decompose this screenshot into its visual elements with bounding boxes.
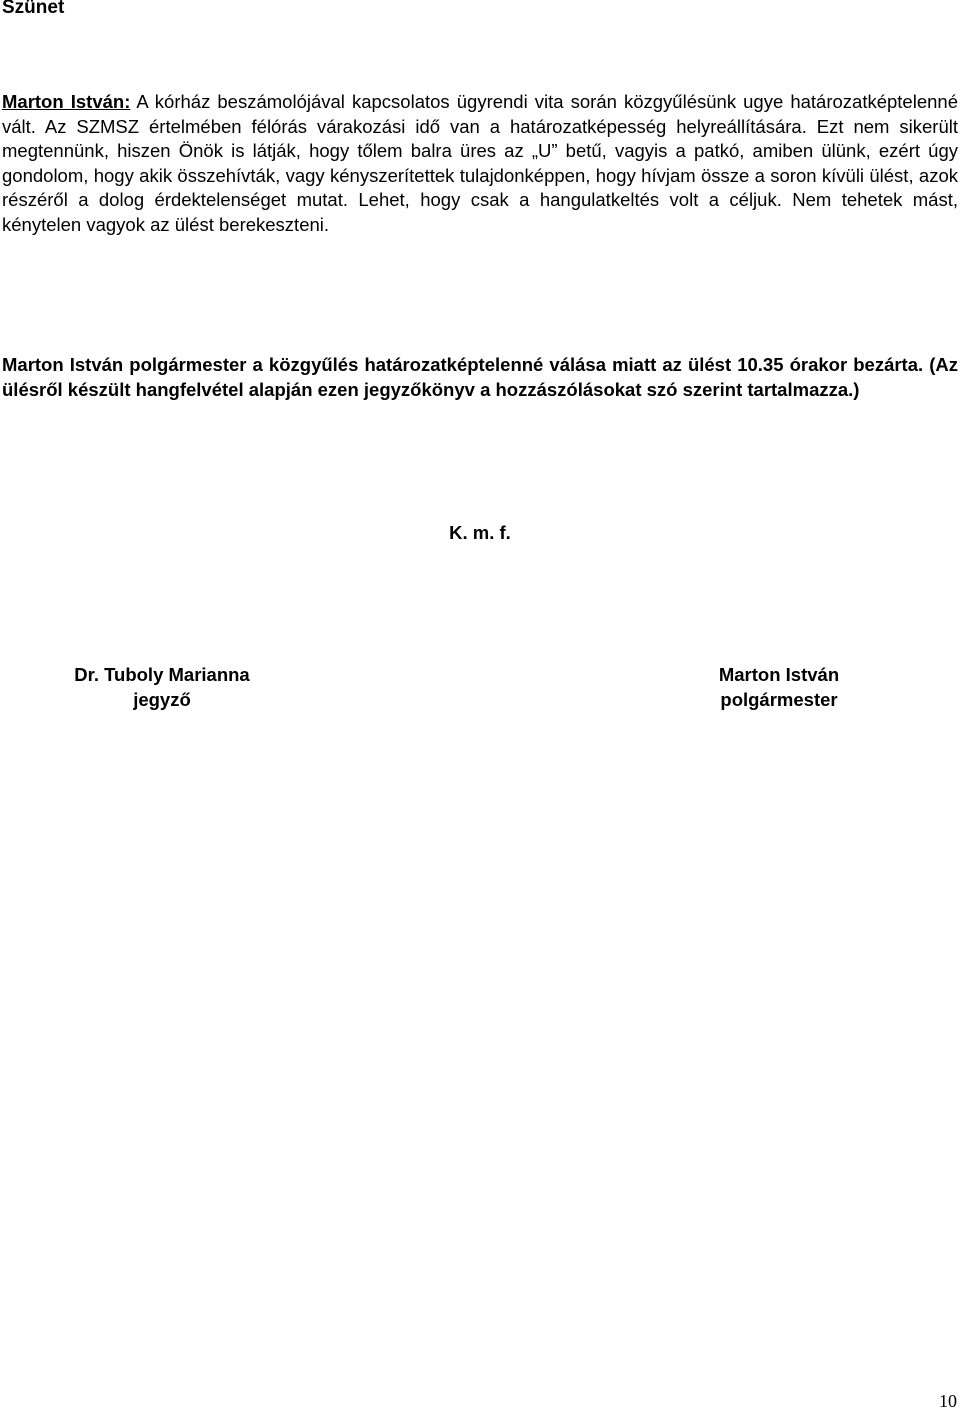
closing-statement: Marton István polgármester a közgyűlés határozatképtelenné válása miatt az ülést 10.35 órakor bezárta. (Az ülésről készült hangfelvétel alapján ezen jegyzőkönyv a hozzászólásokat szó szerint tartalmazza.)	[2, 354, 958, 400]
signer-name: Marton István	[718, 664, 840, 685]
speech-paragraph	[2, 90, 958, 238]
speech-text: A kórház beszámolójával kapcsolatos ügyrendi vita során közgyűlésünk ugye határozatképtelenné vált. Az SZMSZ értelmében félórás várakozási idő van a határozatképesség helyreállítására. Ezt nem sikerült megtennünk, hiszen Önök is látják, hogy tőlem balra üres az „U” betű, vagyis a patkó, amiben ülünk, ezért úgy gondolom, hogy akik összehívták, vagy kényszerítettek tulajdonképpen, hogy hívjam össze a soron kívüli ülést, azok részéről a dolog érdektelenséget mutat. Lehet, hogy csak a hangulatkeltés volt a céljuk. Nem tehetek mást, kénytelen vagyok az ülést berekeszteni.	[2, 91, 958, 235]
section-heading: Szünet	[2, 0, 65, 18]
signer-title: jegyző	[133, 688, 191, 710]
page-number: 10	[939, 1391, 957, 1411]
speaker-name: Marton István:	[2, 91, 131, 112]
signature-block-mayor	[619, 663, 939, 712]
kmf-mark: K. m. f.	[449, 522, 511, 543]
signature-block-notary	[2, 663, 322, 712]
signer-title: polgármester	[720, 688, 838, 710]
signer-name: Dr. Tuboly Marianna	[74, 664, 250, 685]
